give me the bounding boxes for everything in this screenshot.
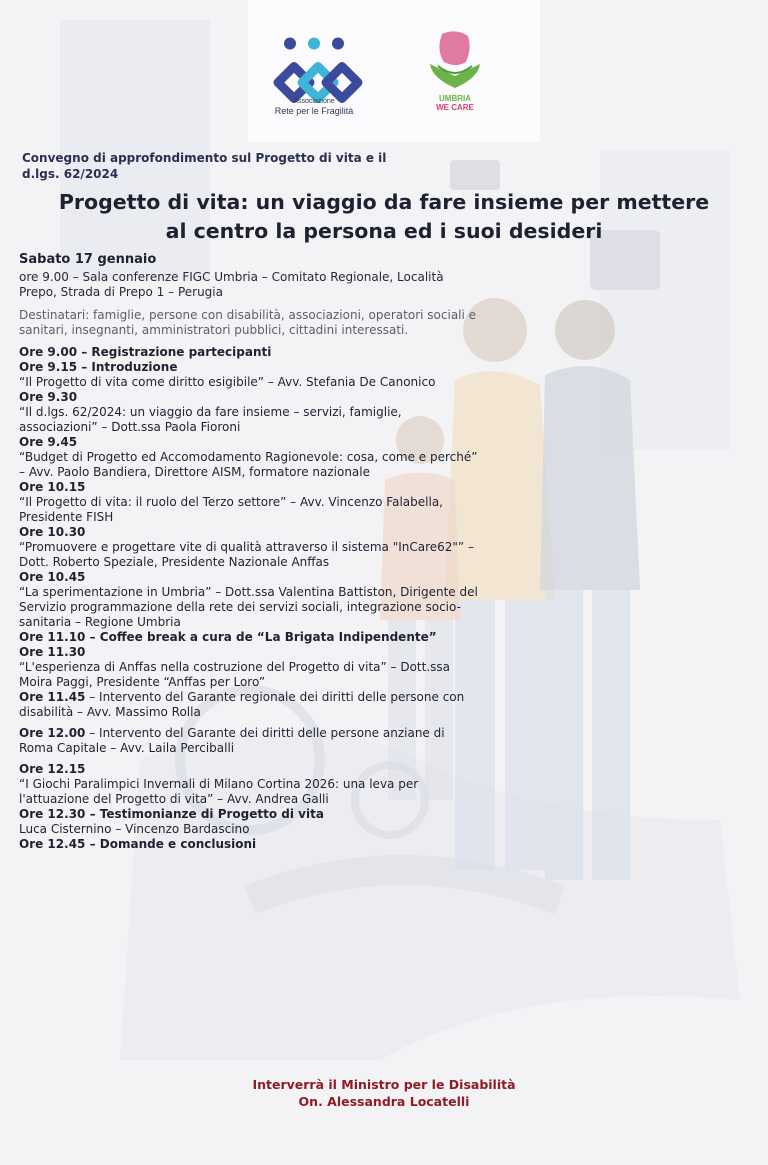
agenda-title: – Domande e conclusioni (85, 837, 257, 851)
agenda-item (19, 525, 479, 570)
agenda-heading (19, 807, 479, 822)
event-audience: Destinatari: famiglie, persone con disabilità, associazioni, operatori sociali e sanitari, insegnanti, amministratori pubblici, cittadini interessati. (19, 308, 477, 337)
event-venue: ore 9.00 – Sala conferenze FIGC Umbria – Comitato Regionale, Località Prepo, Strada di Prepo 1 – Perugia (19, 270, 444, 299)
agenda-time: Ore 12.15 (19, 762, 86, 776)
title-line-1: Progetto di vita: un viaggio da fare insieme per mettere (58, 190, 710, 214)
umbria-we-care-wordmark (420, 94, 490, 112)
agenda-item (19, 570, 479, 630)
minister-notice (0, 1076, 768, 1110)
agenda-detail: “Budget di Progetto ed Accomodamento Ragionevole: cosa, come e perché” – Avv. Paolo Bandiera, Direttore AISM, formatore nazionale (19, 450, 478, 479)
agenda-time: Ore 11.10 (19, 630, 86, 644)
agenda-item (19, 645, 479, 690)
agenda-time: Ore 9.15 (19, 360, 78, 374)
agenda-list (19, 345, 479, 852)
agenda-time: Ore 10.30 (19, 525, 86, 539)
agenda-time: Ore 10.15 (19, 480, 86, 494)
agenda-title: – Registrazione partecipanti (77, 345, 272, 359)
agenda-detail: “I Giochi Paralimpici Invernali di Milano Cortina 2026: una leva per l'attuazione del Progetto di vita” – Avv. Andrea Galli (19, 777, 419, 806)
agenda-item (19, 762, 479, 807)
agenda-heading (19, 435, 479, 450)
agenda-heading (19, 390, 479, 405)
agenda-detail: “Il Progetto di vita come diritto esigibile” – Avv. Stefania De Canonico (19, 375, 436, 389)
rete-fragilita-wordmark (258, 98, 370, 116)
agenda-detail: “Il d.lgs. 62/2024: un viaggio da fare insieme – servizi, famiglie, associazioni” – Dott.ssa Paola Fioroni (19, 405, 402, 434)
agenda-time: Ore 11.45 (19, 690, 86, 704)
agenda-heading (19, 837, 479, 852)
agenda-heading (19, 762, 479, 777)
umbria-label: UMBRIA (439, 94, 471, 103)
agenda-title: – Intervento del Garante dei diritti delle persone anziane di Roma Capitale – Avv. Laila Perciballi (19, 726, 445, 755)
agenda-heading (19, 690, 479, 720)
agenda-time: Ore 9.45 (19, 435, 78, 449)
agenda-item (19, 480, 479, 525)
agenda-item (19, 390, 479, 435)
agenda-item (19, 360, 479, 390)
association-name: Rete per le Fragilità (274, 106, 354, 116)
minister-line: Interverrà il Ministro per le Disabilità (252, 1077, 516, 1092)
agenda-heading (19, 570, 479, 585)
agenda-time: Ore 9.30 (19, 390, 78, 404)
event-date: Sabato 17 gennaio (19, 252, 157, 267)
association-label: Associazione (293, 98, 335, 105)
agenda-detail: “La sperimentazione in Umbria” – Dott.ssa Valentina Battiston, Dirigente del Servizio programmazione della rete dei servizi sociali, integrazione socio-sanitaria – Regione Umbria (19, 585, 478, 629)
minister-name: On. Alessandra Locatelli (298, 1094, 470, 1109)
conference-subtitle: Convegno di approfondimento sul Progetto di vita e il d.lgs. 62/2024 (22, 151, 387, 181)
agenda-time: Ore 12.30 (19, 807, 86, 821)
agenda-item (19, 726, 479, 756)
agenda-item (19, 345, 479, 360)
agenda-heading (19, 480, 479, 495)
agenda-title: – Intervento del Garante regionale dei diritti delle persone con disabilità – Avv. Massimo Rolla (19, 690, 465, 719)
agenda-title: – Coffee break a cura de “La Brigata Indipendente” (85, 630, 437, 644)
agenda-time: Ore 12.45 (19, 837, 86, 851)
we-care-label: WE CARE (436, 103, 474, 112)
agenda-time: Ore 9.00 (19, 345, 78, 359)
agenda-item (19, 630, 479, 645)
agenda-heading (19, 345, 479, 360)
page-title (0, 188, 768, 246)
agenda-item (19, 837, 479, 852)
agenda-heading (19, 645, 479, 660)
agenda-item (19, 435, 479, 480)
agenda-heading (19, 360, 479, 375)
agenda-time: Ore 12.00 (19, 726, 86, 740)
title-line-2: al centro la persona ed i suoi desideri (165, 219, 603, 243)
agenda-heading (19, 525, 479, 540)
agenda-time: Ore 11.30 (19, 645, 86, 659)
agenda-detail: Luca Cisternino – Vincenzo Bardascino (19, 822, 250, 836)
agenda-detail: “Promuovere e progettare vite di qualità attraverso il sistema "InCare62"” – Dott. Roberto Speziale, Presidente Nazionale Anffas (19, 540, 474, 569)
agenda-detail: “L'esperienza di Anffas nella costruzione del Progetto di vita” – Dott.ssa Moira Paggi, Presidente “Anffas per Loro” (19, 660, 451, 689)
agenda-title: – Testimonianze di Progetto di vita (85, 807, 324, 821)
umbria-we-care-logo-icon (422, 28, 488, 94)
agenda-title: – Introduzione (77, 360, 178, 374)
agenda-heading (19, 726, 479, 756)
agenda-item (19, 690, 479, 720)
agenda-time: Ore 10.45 (19, 570, 86, 584)
agenda-heading (19, 630, 479, 645)
agenda-detail: “Il Progetto di vita: il ruolo del Terzo settore” – Avv. Vincenzo Falabella, Presidente FISH (19, 495, 443, 524)
event-program (19, 252, 479, 852)
agenda-item (19, 807, 479, 837)
